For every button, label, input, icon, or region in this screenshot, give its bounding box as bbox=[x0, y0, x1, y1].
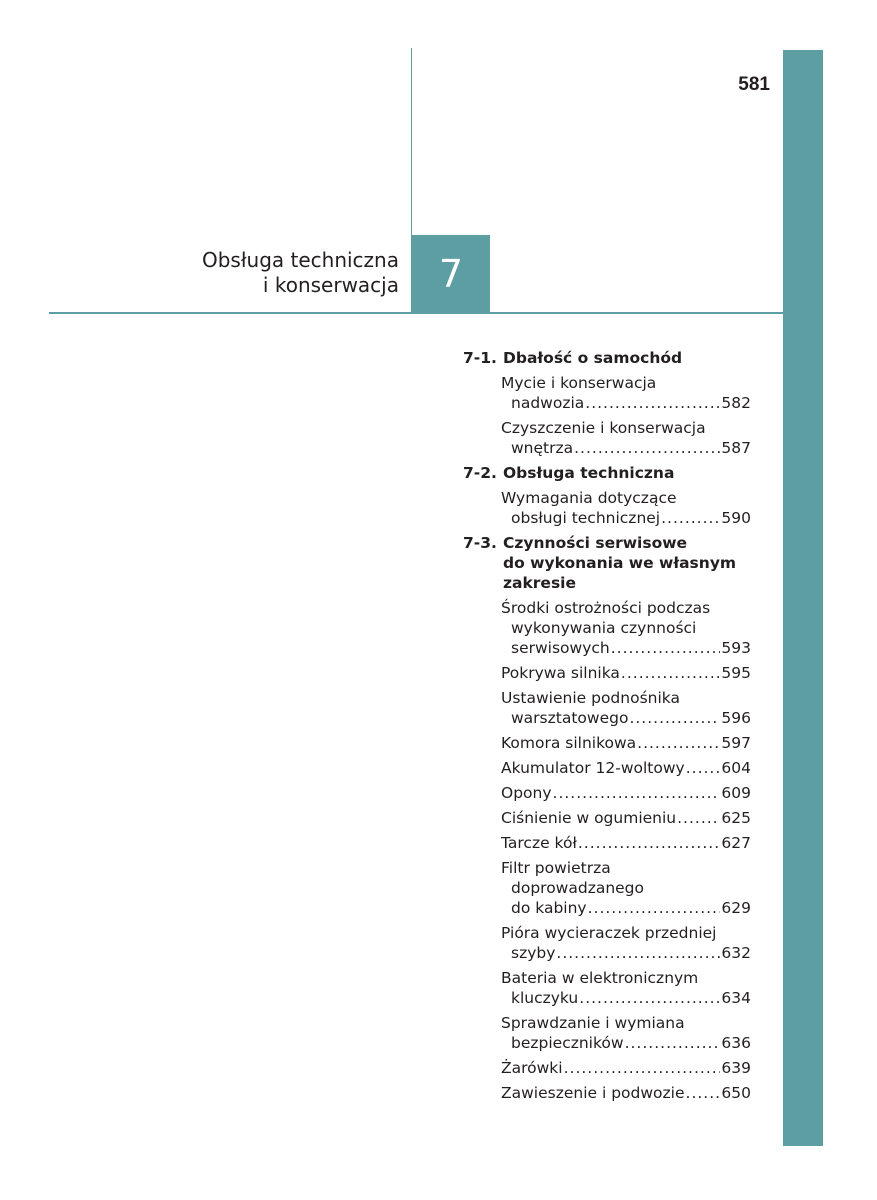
toc-entry[interactable] bbox=[501, 783, 751, 803]
toc-entry[interactable] bbox=[501, 1058, 751, 1078]
toc-entry-last-line bbox=[501, 783, 751, 803]
toc-dot-leader bbox=[574, 438, 720, 458]
toc-dot-leader bbox=[637, 733, 720, 753]
toc-entry-line: Tarcze kół bbox=[501, 834, 577, 852]
toc-entry-last-line bbox=[501, 758, 751, 778]
toc-entry-last-line bbox=[501, 508, 751, 528]
toc-dot-leader bbox=[677, 808, 720, 828]
toc-entry-last-line bbox=[501, 663, 751, 683]
toc-dot-leader bbox=[588, 898, 721, 918]
toc-entry-last-line bbox=[501, 808, 751, 828]
chapter-side-tab bbox=[783, 50, 823, 1146]
toc-entry-line: obsługi technicznej bbox=[511, 509, 661, 527]
toc-dot-leader bbox=[578, 833, 721, 853]
toc-entry-page: 587 bbox=[721, 439, 751, 457]
toc-entry-last-line bbox=[501, 393, 751, 413]
toc-section-number: 7-2. bbox=[463, 464, 497, 482]
toc-entry-line: Wymagania dotyczące bbox=[501, 489, 677, 507]
toc-section-number: 7-3. bbox=[463, 534, 497, 552]
toc-entry-line: Pióra wycieraczek przedniej bbox=[501, 924, 717, 942]
toc-entry-page: 627 bbox=[721, 834, 751, 852]
toc-entry-page: 593 bbox=[721, 639, 751, 657]
toc-entry-line: Żarówki bbox=[501, 1059, 563, 1077]
toc-entry-line: Opony bbox=[501, 784, 552, 802]
toc-dot-leader bbox=[585, 393, 720, 413]
toc-dot-leader bbox=[625, 1033, 721, 1053]
toc-entry-line: wykonywania czynności bbox=[511, 619, 697, 637]
toc-entry-line: Czyszczenie i konserwacja bbox=[501, 419, 706, 437]
toc-entry-last-line bbox=[501, 733, 751, 753]
toc-entry-line: szyby bbox=[511, 944, 556, 962]
toc-dot-leader bbox=[553, 783, 721, 803]
toc-entry-line: serwisowych bbox=[511, 639, 610, 657]
toc-entry-line: kluczyku bbox=[511, 989, 579, 1007]
toc-entry[interactable] bbox=[501, 758, 751, 778]
toc-entry-line: doprowadzanego bbox=[511, 879, 645, 897]
toc-entry[interactable] bbox=[501, 373, 751, 413]
toc-entry[interactable] bbox=[501, 663, 751, 683]
toc-entry-line: Ustawienie podnośnika bbox=[501, 689, 680, 707]
toc-entry-page: 634 bbox=[721, 989, 751, 1007]
toc-dot-leader bbox=[556, 943, 720, 963]
toc-entry-page: 595 bbox=[721, 664, 751, 682]
toc-entry-line: Sprawdzanie i wymiana bbox=[501, 1014, 685, 1032]
toc-entry-line: Filtr powietrza bbox=[501, 859, 611, 877]
toc-dot-leader bbox=[621, 663, 720, 683]
toc-entry-last-line bbox=[501, 1058, 751, 1078]
toc-entry-line: Zawieszenie i podwozie bbox=[501, 1084, 685, 1102]
toc-entry-page: 597 bbox=[721, 734, 751, 752]
toc-entry-last-line bbox=[501, 708, 751, 728]
toc-entry-line: Mycie i konserwacja bbox=[501, 374, 657, 392]
toc-entry[interactable] bbox=[501, 858, 751, 918]
toc-entry[interactable] bbox=[501, 808, 751, 828]
toc-section-title-line: zakresie bbox=[503, 574, 576, 592]
toc-entry-line: Środki ostrożności podczas bbox=[501, 599, 711, 617]
toc-section-title-line: Obsługa techniczna bbox=[503, 464, 675, 482]
toc-entry[interactable] bbox=[501, 923, 751, 963]
toc-section-heading[interactable] bbox=[463, 533, 753, 593]
toc-entry-line: Akumulator 12-woltowy bbox=[501, 759, 685, 777]
toc-entry-last-line bbox=[501, 438, 751, 458]
toc-entry-page: 582 bbox=[721, 394, 751, 412]
toc-dot-leader bbox=[564, 1058, 721, 1078]
toc-entry-line: warsztatowego bbox=[511, 709, 629, 727]
toc-entry[interactable] bbox=[501, 488, 751, 528]
toc-entry[interactable] bbox=[501, 733, 751, 753]
toc-entry[interactable] bbox=[501, 418, 751, 458]
toc-dot-leader bbox=[611, 638, 721, 658]
toc-section-number: 7-1. bbox=[463, 349, 497, 367]
toc-entry[interactable] bbox=[501, 1083, 751, 1103]
toc-entry-page: 629 bbox=[721, 899, 751, 917]
toc-entry-page: 604 bbox=[721, 759, 751, 777]
toc-section-title-line: do wykonania we własnym bbox=[503, 554, 737, 572]
toc-dot-leader bbox=[686, 1083, 721, 1103]
toc-entry-line: nadwozia bbox=[511, 394, 585, 412]
toc-entry-page: 636 bbox=[721, 1034, 751, 1052]
toc-entry-line: wnętrza bbox=[511, 439, 574, 457]
page-number: 581 bbox=[738, 74, 770, 95]
toc-entry-page: 590 bbox=[721, 509, 751, 527]
toc-entry-line: Ciśnienie w ogumieniu bbox=[501, 809, 677, 827]
chapter-title bbox=[150, 248, 399, 298]
toc-entry-page: 596 bbox=[721, 709, 751, 727]
toc-entry[interactable] bbox=[501, 968, 751, 1008]
toc-entry-last-line bbox=[501, 638, 751, 658]
toc-entry-page: 639 bbox=[721, 1059, 751, 1077]
toc-entry-page: 609 bbox=[721, 784, 751, 802]
toc-entry-last-line bbox=[501, 1083, 751, 1103]
toc-dot-leader bbox=[686, 758, 721, 778]
chapter-title-line: i konserwacja bbox=[262, 273, 399, 297]
table-of-contents bbox=[463, 348, 753, 1103]
toc-entry-line: do kabiny bbox=[511, 899, 587, 917]
toc-entry-line: Bateria w elektronicznym bbox=[501, 969, 699, 987]
toc-section-title-line: Czynności serwisowe bbox=[503, 534, 688, 552]
toc-section-title-line: Dbałość o samochód bbox=[503, 349, 683, 367]
toc-entry-line: Pokrywa silnika bbox=[501, 664, 620, 682]
toc-entry-line: Komora silnikowa bbox=[501, 734, 637, 752]
toc-entry-last-line bbox=[501, 943, 751, 963]
toc-entry[interactable] bbox=[501, 1013, 751, 1053]
toc-dot-leader bbox=[661, 508, 720, 528]
chapter-title-line: Obsługa techniczna bbox=[201, 248, 399, 272]
toc-entry-last-line bbox=[501, 833, 751, 853]
toc-section-heading[interactable] bbox=[463, 463, 753, 483]
toc-entry[interactable] bbox=[501, 833, 751, 853]
toc-section-heading[interactable] bbox=[463, 348, 753, 368]
chapter-number-badge: 7 bbox=[412, 235, 490, 313]
toc-entry[interactable] bbox=[501, 598, 751, 658]
toc-entry-last-line bbox=[501, 1033, 751, 1053]
toc-entry-page: 625 bbox=[721, 809, 751, 827]
toc-entry-last-line bbox=[501, 898, 751, 918]
toc-entry-page: 650 bbox=[721, 1084, 751, 1102]
toc-entry-page: 632 bbox=[721, 944, 751, 962]
toc-entry[interactable] bbox=[501, 688, 751, 728]
toc-entry-last-line bbox=[501, 988, 751, 1008]
toc-entry-line: bezpieczników bbox=[511, 1034, 624, 1052]
toc-dot-leader bbox=[629, 708, 720, 728]
toc-dot-leader bbox=[579, 988, 720, 1008]
